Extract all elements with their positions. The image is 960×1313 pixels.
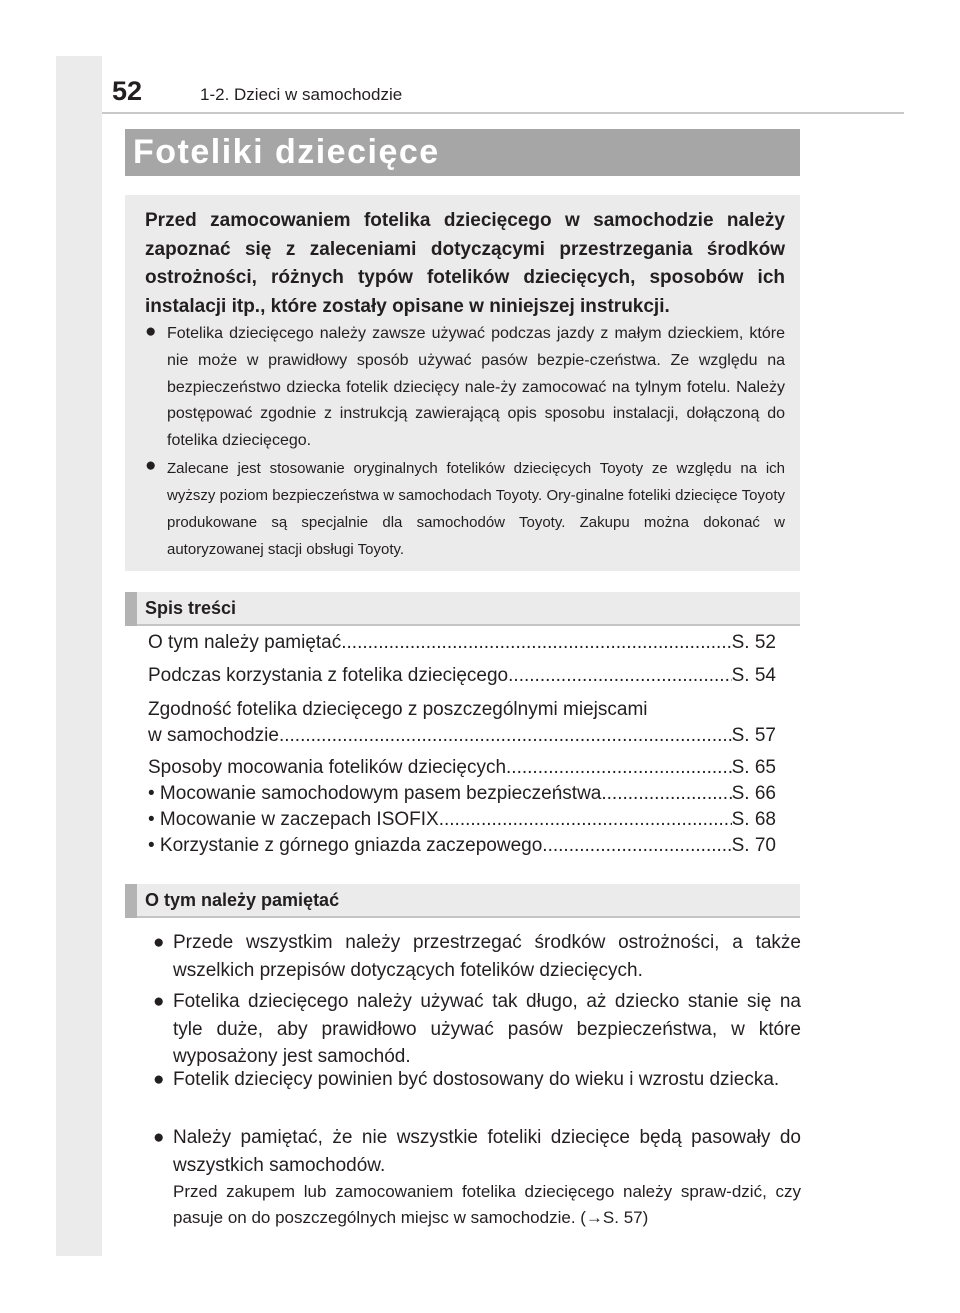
heading-accent [125, 592, 137, 626]
remember-bullet-text: Należy pamiętać, że nie wszystkie foteliki dziecięce będą pasowały do wszystkich samochodów. [173, 1127, 801, 1176]
chapter-title: 1-2. Dzieci w samochodzie [200, 85, 403, 104]
toc-entry-page: S. 54 [731, 665, 776, 686]
toc-heading: Spis treści [145, 598, 237, 618]
section-title-bar [125, 129, 800, 176]
toc-leader [279, 725, 732, 747]
toc-entry-label: • Mocowanie w zaczepach ISOFIX [148, 809, 439, 830]
toc-entry-page: S. 66 [731, 783, 776, 804]
toc-entry[interactable] [148, 835, 776, 861]
toc-entry-label: Sposoby mocowania fotelików dziecięcych [148, 757, 507, 778]
bullet-dot-icon: ● [145, 455, 157, 476]
toc-entry[interactable] [148, 632, 776, 658]
toc-entry-label-line1[interactable]: Zgodność fotelika dziecięcego z poszczególnymi miejscami [148, 699, 648, 720]
toc-heading-bar [125, 592, 800, 626]
bullet-dot-icon: ● [153, 991, 165, 1012]
page-number: 52 [112, 76, 143, 106]
intro-bullet-text: Zalecane jest stosowanie oryginalnych fotelików dziecięcych Toyoty ze względu na ich wyższy poziom bezpieczeństwa w samochodach Toyoty. Ory-ginalne foteliki dziecięce Toyoty produkowane są specjalnie dla samochodów Toyoty. Zakupu można dokonać w autoryzowanej stacji obsługi Toyoty. [167, 460, 785, 558]
remember-bullet-text: Przede wszystkim należy przestrzegać środków ostrożności, a także wszelkich przepisów dotyczących fotelików dziecięcych. [173, 932, 801, 981]
toc-entry-label: Podczas korzystania z fotelika dziecięcego [148, 665, 509, 686]
intro-box [125, 195, 800, 571]
toc-leader [542, 835, 731, 857]
bullet-dot-icon: ● [153, 1069, 165, 1090]
toc-leader [439, 809, 732, 831]
toc-entry-page: S. 68 [731, 809, 776, 830]
toc-entry[interactable] [148, 725, 776, 751]
section-title: Foteliki dziecięce [133, 133, 440, 171]
bullet-dot-icon: ● [153, 932, 165, 953]
header-divider [102, 112, 904, 114]
toc-entry-label: O tym należy pamiętać [148, 632, 342, 653]
intro-lead-text: Przed zamocowaniem fotelika dziecięcego w samochodzie należy zapoznać się z zaleceniami dotyczącymi przestrzegania środków ostrożności, różnych typów fotelików dziecięcych, sposobów ich instalacji itp., które zostały opisane w niniejszej instrukcji. [145, 210, 785, 317]
toc-entry[interactable] [148, 783, 776, 809]
remember-note: Przed zakupem lub zamocowaniem fotelika dziecięcego należy spraw-dzić, czy pasuje on do poszczególnych miejsc w samochodzie. (→S. 57) [173, 1182, 801, 1228]
remember-bullet-body [173, 1124, 801, 1231]
toc-entry-label: • Korzystanie z górnego gniazda zaczepowego [148, 835, 543, 856]
remember-heading-bar [125, 884, 800, 918]
toc-leader [508, 665, 731, 687]
bullet-dot-icon: ● [153, 1127, 165, 1148]
toc-entry[interactable] [148, 809, 776, 835]
intro-bullet-text: Fotelika dziecięcego należy zawsze używać podczas jazdy z małym dzieckiem, które nie może w prawidłowy sposób używać pasów bezpie-czeństwa. Ze względu na bezpieczeństwo dziecka fotelik dziecięcy nale-ży zamocować na tylnym fotelu. Należy postępować zgodnie z instrukcją zawierającą opis sposobu instalacji, dołączoną do fotelika dziecięcego. [167, 325, 785, 450]
toc-entry-page: S. 70 [731, 835, 776, 856]
side-margin-band [56, 56, 102, 1256]
toc-entry[interactable] [148, 665, 776, 691]
toc-entry-page: S. 65 [731, 757, 776, 778]
toc-leader [341, 632, 731, 654]
toc-entry-label: • Mocowanie samochodowym pasem bezpieczeństwa [148, 783, 602, 804]
toc-leader [506, 757, 732, 779]
remember-bullet-text: Fotelika dziecięcego należy używać tak długo, aż dziecko stanie się na tyle duże, aby prawidłowo używać pasów bezpieczeństwa, w które wyposażony jest samochód. [173, 991, 801, 1068]
heading-accent [125, 884, 137, 918]
toc-leader [601, 783, 731, 805]
toc-entry[interactable] [148, 757, 776, 783]
toc-entry-page: S. 57 [731, 725, 776, 746]
toc-entry-label: w samochodzie [148, 725, 279, 746]
bullet-dot-icon: ● [145, 321, 157, 342]
remember-bullet-text: Fotelik dziecięcy powinien być dostosowany do wieku i wzrostu dziecka. [173, 1069, 780, 1090]
remember-heading: O tym należy pamiętać [145, 890, 340, 910]
toc-entry-page: S. 52 [731, 632, 776, 653]
